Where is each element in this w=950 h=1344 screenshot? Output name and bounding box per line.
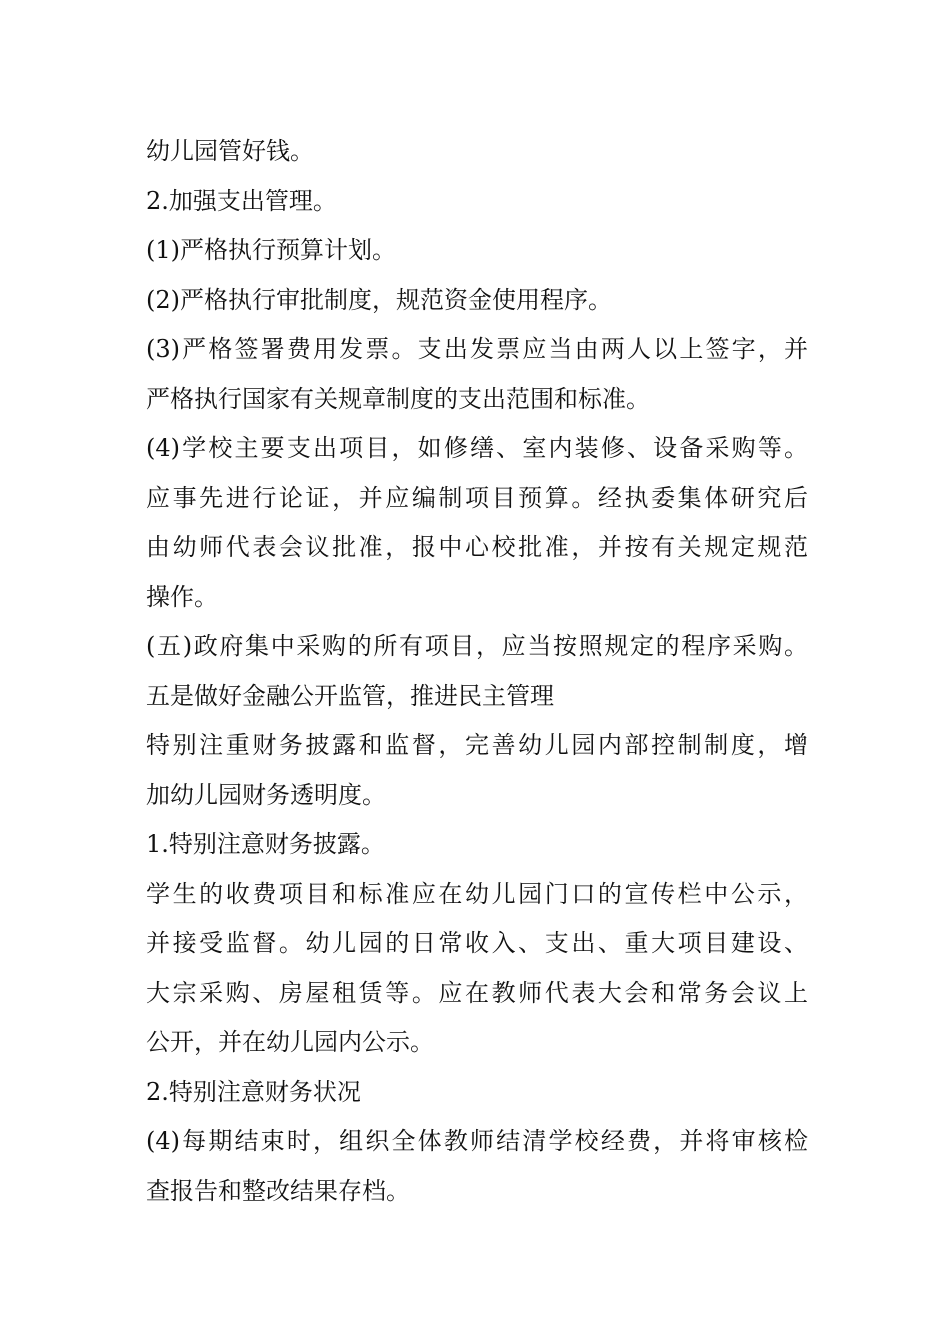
text-line-2: 2.加强支出管理。 bbox=[146, 186, 337, 215]
text-line-6: 严格执行国家有关规章制度的支出范围和标准。 bbox=[146, 384, 650, 413]
text-line-3: (1)严格执行预算计划。 bbox=[146, 236, 396, 264]
text-line-21: (4)每期结束时，组织全体教师结清学校经费，并将审核检 bbox=[146, 1127, 808, 1155]
text-line-22: 查报告和整改结果存档。 bbox=[146, 1176, 410, 1205]
section-heading: 五是做好金融公开监管，推进民主管理 bbox=[146, 681, 554, 710]
text-line-19: 公开，并在幼儿园内公示。 bbox=[146, 1028, 434, 1056]
text-line-18: 大宗采购、房屋租赁等。应在教师代表大会和常务会议上 bbox=[146, 978, 808, 1007]
text-line-20: 2.特别注意财务状况 bbox=[146, 1077, 361, 1106]
text-line-4: (2)严格执行审批制度，规范资金使用程序。 bbox=[146, 285, 612, 314]
text-line-15: 1.特别注意财务披露。 bbox=[146, 830, 385, 858]
text-line-9: 由幼师代表会议批准，报中心校批准，并按有关规定规范 bbox=[146, 533, 808, 561]
text-line-7: (4)学校主要支出项目，如修缮、室内装修、设备采购等。 bbox=[146, 434, 808, 462]
text-line-14: 加幼儿园财务透明度。 bbox=[146, 780, 386, 809]
text-line-16: 学生的收费项目和标准应在幼儿园门口的宣传栏中公示， bbox=[146, 879, 808, 908]
text-line-5: (3)严格签署费用发票。支出发票应当由两人以上签字，并 bbox=[146, 335, 808, 363]
text-line-8: 应事先进行论证，并应编制项目预算。经执委集体研究后 bbox=[146, 483, 808, 512]
text-line-17: 并接受监督。幼儿园的日常收入、支出、重大项目建设、 bbox=[146, 929, 808, 957]
text-line-11: (五)政府集中采购的所有项目，应当按照规定的程序采购。 bbox=[146, 632, 808, 660]
text-line-1: 幼儿园管好钱。 bbox=[146, 137, 314, 165]
document-body bbox=[146, 127, 808, 1216]
text-line-13: 特别注重财务披露和监督，完善幼儿园内部控制制度，增 bbox=[146, 731, 808, 759]
text-line-10: 操作。 bbox=[146, 582, 218, 611]
